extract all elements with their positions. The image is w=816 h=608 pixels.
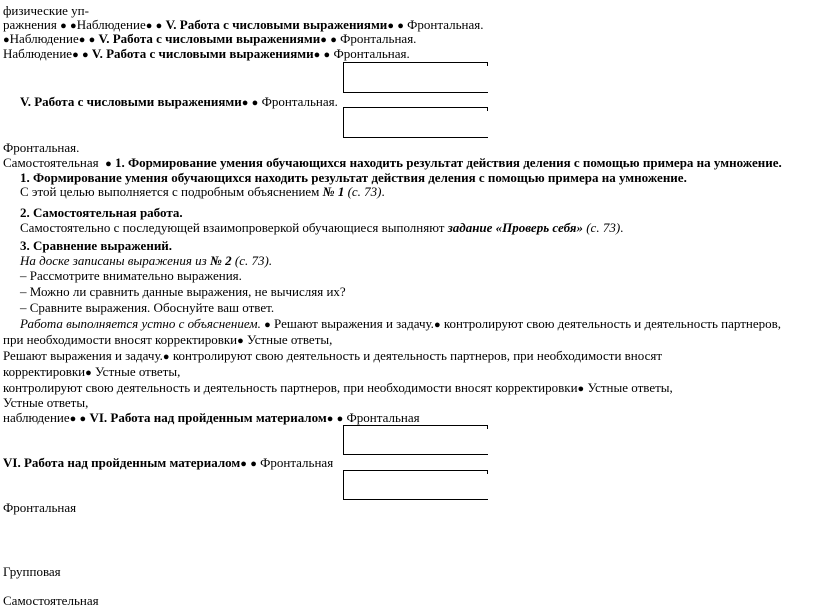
section-heading: 1. Формирование умения обучающихся находить результат действия деления с помощью примера на умножение. [114,155,782,170]
text-line [3,46,410,63]
text: корректировки [3,364,86,379]
section-heading: 2. Самостоятельная работа. [20,205,183,220]
text-line [20,268,242,283]
text-line [20,284,346,299]
text: Наблюдение [3,46,73,61]
text: контролируют свою деятельность и деятельность партнеров, при необходимости вносят корректировки [3,380,578,395]
text: Фронтальная [3,500,77,515]
bullet-icon: ● [162,351,170,363]
page-reference: (с. 73) [582,220,621,235]
bullet-icon: ● [433,319,441,331]
text-line [3,348,662,365]
text-line [3,332,332,349]
bullet-icon: ● [264,319,271,331]
text-line [3,395,88,410]
text: контролируют свою деятельность и деятельность партнеров, [443,316,781,331]
text: Фронтальная. [340,31,417,46]
text: . [620,220,624,235]
text-line [20,238,172,253]
text: Устные ответы, [247,332,333,347]
text: контролируют свою деятельность и деятельность партнеров, при необходимости вносят [172,348,662,363]
bullet-icon: ● [323,49,331,61]
section-heading: V. Работа с числовыми выражениями [20,94,242,109]
bullet-icon: ● [241,97,249,109]
bullet-icon: ● [88,34,96,46]
text-line [3,364,180,381]
task-reference: № 2 [209,253,232,268]
bullet-icon: ● [60,20,67,32]
bullet-icon: ● [577,383,585,395]
section-heading: 1. Формирование умения обучающихся находить результат действия деления с помощью примера на умножение. [20,170,687,185]
bullet-icon: ● [72,49,79,61]
text: Фронтальная [346,410,420,425]
bullet-icon: ● [145,20,153,32]
bullet-icon: ● [251,97,259,109]
text-line [20,94,338,111]
text: – Сравните выражения. Обоснуйте ваш ответ. [20,300,275,315]
bullet-icon: ● [397,20,404,32]
text: при необходимости вносят корректировки [3,332,238,347]
bullet-icon: ● [78,34,86,46]
page-reference: (с. 73). [231,253,273,268]
text: – Рассмотрите внимательно выражения. [20,268,242,283]
text: – Можно ли сравнить данные выражения, не вычисляя их? [20,284,346,299]
text: Групповая [3,564,61,579]
bullet-icon: ● [3,34,10,46]
text: Самостоятельная [3,593,99,608]
text: наблюдение [3,410,70,425]
text-line [3,3,89,18]
text-line [3,140,79,155]
text: Устные ответы, [3,395,89,410]
text-line [20,316,781,333]
text-line [20,184,385,199]
text: Решают выражения и задачу. [274,316,434,331]
section-heading: 3. Сравнение выражений. [20,238,173,253]
text: Самостоятельная [3,155,99,170]
text: Фронтальная. [333,46,410,61]
bullet-icon: ● [237,335,244,347]
bullet-icon: ● [320,34,327,46]
bullet-icon: ● [79,413,87,425]
text-line [20,300,274,315]
bullet-icon: ● [240,458,247,470]
empty-box [343,107,488,138]
bullet-icon: ● [313,49,321,61]
section-heading: V. Работа с числовыми выражениями [165,17,388,32]
text: Фронтальная. [3,140,80,155]
text: физические уп- [3,3,89,18]
empty-box [343,62,488,93]
text: ражнения [3,17,57,32]
section-heading: VI. Работа над пройденным материалом [3,455,241,470]
bullet-icon: ● [330,34,337,46]
bullet-icon: ● [69,413,77,425]
text-line [20,253,272,268]
bullet-icon: ● [326,413,334,425]
bullet-icon: ● [81,49,89,61]
bullet-icon: ● [85,367,92,379]
bullet-icon: ● [250,458,257,470]
text: Решают выражения и задачу. [3,348,163,363]
task-reference: № 1 [322,184,345,199]
bullet-icon: ● [336,413,344,425]
bullet-icon: ● [387,20,394,32]
text: Фронтальная [260,455,334,470]
text: . [381,184,385,199]
text: Наблюдение [9,31,79,46]
bullet-icon: ● [105,158,112,170]
text: Устные ответы, [587,380,673,395]
text-line [3,455,333,472]
text-line [20,170,687,185]
text: Устные ответы, [95,364,181,379]
text: На доске записаны выражения из [20,253,210,268]
text: Фронтальная. [261,94,338,109]
section-heading: VI. Работа над пройденным материалом [89,410,327,425]
text-line [3,380,673,397]
page-reference: (с. 73) [344,184,382,199]
text: Работа выполняется устно с объяснением. [20,316,261,331]
section-heading: V. Работа с числовыми выражениями [91,46,314,61]
empty-box [343,425,488,455]
text: Фронтальная. [407,17,484,32]
task-reference: задание «Проверь себя» [447,220,583,235]
bullet-icon: ● [70,20,77,32]
text: Самостоятельно с последующей взаимопроверкой обучающиеся выполняют [20,220,448,235]
empty-box [343,470,488,500]
text: Наблюдение [76,17,146,32]
text: С этой целью выполняется с подробным объяснением [20,184,323,199]
bullet-icon: ● [155,20,163,32]
text-line [3,564,61,579]
text-line [3,500,76,515]
section-heading: V. Работа с числовыми выражениями [98,31,321,46]
text-line [20,205,183,220]
text-line [20,220,623,235]
